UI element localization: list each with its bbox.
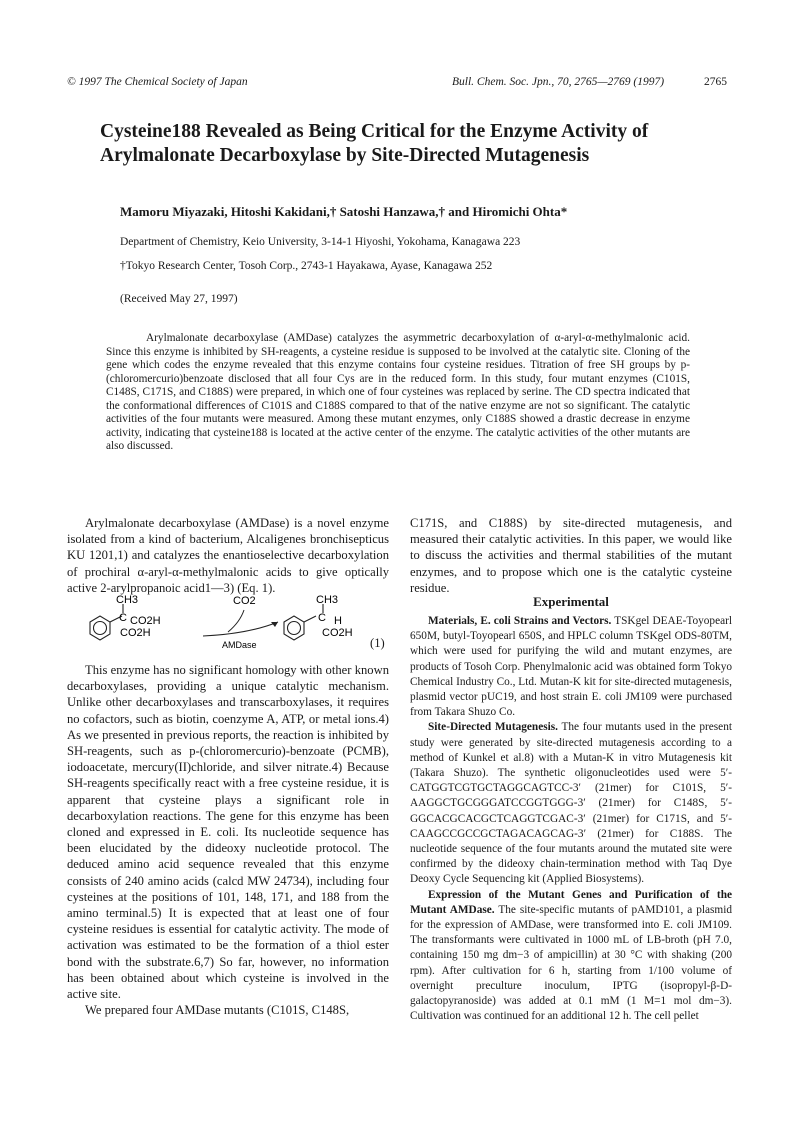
abstract — [106, 332, 690, 454]
materials-heading: Materials, E. coli Strains and Vectors. — [428, 615, 612, 627]
received-date: (Received May 27, 1997) — [120, 293, 238, 305]
section-heading-experimental: Experimental — [533, 594, 609, 609]
expression-heading: Expression of the Mutant Genes and Purification of the Mutant AMDase. — [410, 888, 732, 916]
reactant-c: C — [119, 612, 127, 624]
benzene-ring-reactant — [90, 616, 110, 640]
mutagenesis-text: The four mutants used in the present study were generated by site-directed mutagenesis according to a method of Kunkel et al.8) with a Mutan-K in vitro Mutagenesis kit (Takara Shuzo). The synthetic oligonucleotides used were 5′-CATGGTCGTGCTAGGCAGTCC-3′ (21mer) for C101S, 5′-AAGGCTGCGGGATCCGGTGGG-3′ (21mer) for C148S, 5′-GGCACGCACGCTCAGGTCGAC-3′ (21mer) for C171S, and 5′-CAAGCCGCCGCTAGACAGCAG-3′ (21mer) for C188S. The nucleotide sequence of the four mutants around the mutated site were confirmed by the dideoxy chain-termination method with Taq Dye Deoxy Cycle Sequencing kit (Applied Biosystems). — [410, 721, 732, 886]
reactant-co2h-bottom: CO2H — [120, 627, 151, 639]
affiliation-tosoh: †Tokyo Research Center, Tosoh Corp., 2743-1 Hayakawa, Ayase, Kanagawa 252 — [120, 260, 493, 272]
intro-continuation — [410, 515, 732, 596]
abstract-text: Arylmalonate decarboxylase (AMDase) catalyzes the asymmetric decarboxylation of α-aryl-α-methylmalonic acid. Since this enzyme is inhibited by SH-reagents, a cysteine residue is supposed to be involved at the catalytic site. Cloning of the gene which codes the enzyme revealed that this enzyme contains four cysteine residues. Titration of free SH groups by p-(chloromercurio)benzoate disclosed that all four Cys are in the reduced form. In this study, four mutant enzymes (C101S, C148S, C171S, and C188S) were prepared, in which one of four cysteines was replaced by serine. The CD spectra indicated that the conformational differences of C101S and C188S compared to that of the native enzyme are not so significant. The catalytic activities of the four mutants were measured. Among these mutant enzymes, only C188S showed a drastic decrease in enzyme activity, indicating that cysteine188 is located at the active center of the enzyme. The catalytic activities of the other mutants are also discussed. — [106, 332, 690, 453]
intro-text-3: We prepared four AMDase mutants (C101S, C148S, — [85, 1003, 350, 1018]
expression-text: The site-specific mutants of pAMD101, a plasmid for the expression of AMDase, were transformed into E. coli JM109. The transformants were cultivated in 1000 mL of LB-broth (pH 7.0, containing 150 mg dm−3 of ampicillin) at 30 °C with shaking (200 rpm). After cultivation for 6 h, starting from 1/100 volume of overnight preculture inoculum, IPTG (isopropyl-β-D-galactopyranoside) was added at 0.1 mM (1 M=1 mol dm−3). Cultivation was continued for an additional 12 h. The cell pellet — [410, 903, 733, 1023]
experimental-section — [410, 614, 732, 1024]
intro-continuation-text: C171S, and C188S) by site-directed mutagenesis, and measured their catalytic activities. In this paper, we would like to discuss the activities and thermal stabilities of the mutant enzymes, and to propose which one is the catalytic cysteine residue. — [410, 516, 732, 595]
expression-paragraph — [410, 888, 732, 1025]
journal-citation: Bull. Chem. Soc. Jpn., 70, 2765—2769 (1997) — [452, 76, 665, 88]
reactant-co2h-top: CO2H — [130, 615, 161, 627]
co2-label: CO2 — [233, 595, 256, 607]
benzene-ring-product — [284, 616, 304, 640]
product-h: H — [334, 615, 342, 627]
equation-number: (1) — [370, 636, 385, 650]
product-co2h: CO2H — [322, 627, 353, 639]
product-c: C — [318, 612, 326, 624]
copyright-notice: © 1997 The Chemical Society of Japan — [67, 76, 248, 88]
page-number: 2765 — [704, 76, 727, 88]
reactant-ch3: CH3 — [116, 594, 139, 606]
intro-paragraph-1 — [67, 515, 389, 596]
article-title: Cysteine188 Revealed as Being Critical for the Enzyme Activity of Arylmalonate Decarboxylase by Site-Directed Mutagenesis — [100, 121, 649, 166]
enzyme-label: AMDase — [222, 640, 257, 650]
materials-paragraph — [410, 614, 732, 720]
mutagenesis-heading: Site-Directed Mutagenesis. — [428, 721, 558, 734]
intro-text-2: This enzyme has no significant homology with other known decarboxylases, providing a unique catalytic mechanism. Unlike other decarboxylases and transcarboxylases, it requires no cofactors, such as biotin, coenzyme A, ATP, or metal ions.4) As we presented in previous reports, the reaction is inhibited by SH-reagents, such as p-(chloromercurio)-benzoate (PCMB), iodoacetate, mercury(II)chloride, and silver nitrate.4) Because SH-reagents specifically react with a free cysteine residue, it is apparent that cysteine plays a significant role in decarboxylation reactions. The gene for this enzyme has been cloned and expressed in E. coli. Its nucleotide sequence has been elucidated by the dideoxy nucleotide protocol. The deduced amino acid sequence revealed that this enzyme consists of 240 amino acids (calcd MW 24734), including four cysteines at the positions of 101, 148, 171, and 188 from the amino terminal.5) It is expected that at least one of four cysteine residues is essential for catalytic activity. The mode of activation was estimated to be the formation of a thiol ester bond with the substrate.6,7) So far, however, no information has been obtained about which cysteine is involved in the active site. — [67, 663, 389, 1002]
author-list: Mamoru Miyazaki, Hitoshi Kakidani,† Satoshi Hanzawa,† and Hiromichi Ohta* — [120, 204, 568, 219]
product-ch3: CH3 — [316, 594, 339, 606]
mutagenesis-paragraph — [410, 720, 732, 887]
reaction-scheme-equation-1 — [78, 592, 378, 656]
materials-text: TSKgel DEAE-Toyopearl 650M, butyl-Toyopearl 650S, and HPLC column TSKgel ODS-80TM, which were used for purifying the wild and mutant enzymes, are products of Tosoh Corp. Phenylmalonic acid was obtained form Tokyo Chemical Industry Co., Ltd. Mutan-K kit for site-directed mutagenesis, plasmid vector pUC19, and host strain E. coli JM109 were purchased from Takara Shuzo Co. — [410, 615, 733, 719]
intro-paragraphs-2-3 — [67, 662, 389, 1018]
intro-text-1: Arylmalonate decarboxylase (AMDase) is a novel enzyme isolated from a kind of bacterium, Alcaligenes bronchisepticus KU 1201,1) and catalyzes the enantioselective decarboxylation of prochiral α-aryl-α-methylmalonic acids to give optically active 2-arylpropanoic acid1—3) (Eq. 1). — [67, 516, 389, 595]
affiliation-keio: Department of Chemistry, Keio University, 3-14-1 Hiyoshi, Yokohama, Kanagawa 223 — [120, 236, 521, 248]
